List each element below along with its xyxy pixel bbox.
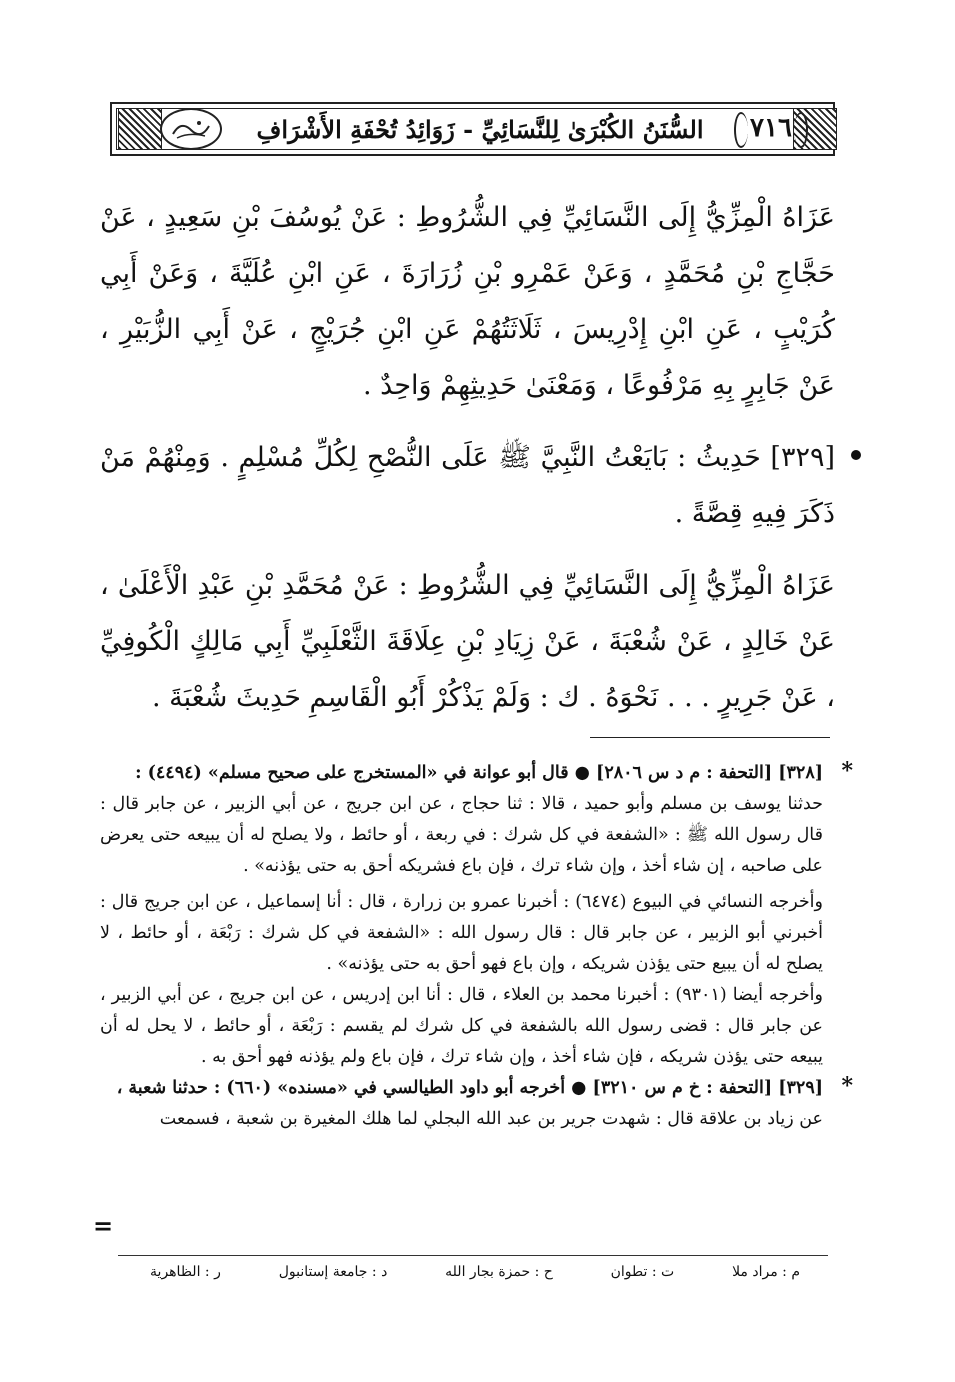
left-ornament [118,108,162,150]
footnote-329-head-row [100,1073,853,1104]
source-d: د : جامعة إستانبول [278,1264,388,1280]
attribution-paragraph-328: عَزَاهُ الْمِزِّيُّ إِلَى النَّسَائِيِّ فِي الشُّرُوطِ : عَنْ يُوسُفَ بْنِ سَعِيدٍ ، عَنْ حَجَّاجِ بْنِ مُحَمَّدٍ ، وَعَنْ عَمْرِو بْنِ زُرَارَةَ ، عَنِ ابْنِ عُلَيَّةَ ، وَعَنْ أَبِي كُرَيْبٍ ، عَنِ ابْنِ إِدْرِيسَ ، ثَلَاثَتُهُمْ عَنِ ابْنِ جُرَيْجٍ ، عَنْ أَبِي الزُّبَيْرِ ، عَنْ جَابِرٍ بِهِ مَرْفُوعًا ، وَمَعْنَىٰ حَدِيثِهِمْ وَاحِدٌ . [100,202,835,401]
footnote-329-head: [٣٢٩] [التحفة : خ م س ٣٢١٠] ● أخرجه أبو داود الطيالسي في «مسنده» (٦٦٠) : حدثنا شعبة ، [116,1078,823,1098]
footnote-329-body: عن زياد بن علاقة قال : شهدت جرير بن عبد الله البجلي لما هلك المغيرة بن شعبة ، فسمعت [159,1109,823,1129]
asterisk-icon: * [841,758,853,784]
main-text [100,190,835,726]
book-logo [160,108,222,150]
continuation-mark: = [93,1211,114,1240]
sources-separator [118,1255,828,1256]
calligraphy-logo-icon [169,116,213,142]
asterisk-icon: * [841,1073,853,1099]
running-header-title: السُّنَنُ الكُبْرَىٰ لِلنَّسَائِيِّ - زَوَائِدُ تُحْفَةِ الأَشْرَافِ [256,114,704,144]
source-t: ت : تطوان [610,1264,675,1280]
attribution-paragraph-329: عَزَاهُ الْمِزِّيُّ إِلَى النَّسَائِيِّ فِي الشُّرُوطِ : عَنْ مُحَمَّدِ بْنِ عَبْدِ الْأَعْلَىٰ ، عَنْ خَالِدٍ ، عَنْ شُعْبَةَ ، عَنْ زِيَادِ بْنِ عِلَاقَةَ الثَّعْلَبِيِّ أَبِي مَالِكٍ الْكُوفِيِّ ، عَنْ جَرِيرٍ . . . نَحْوَهُ . ك : وَلَمْ يَذْكُرْ أَبُو الْقَاسِمِ حَدِيثَ شُعْبَةَ . [100,570,835,713]
source-m: م : مراد ملا [732,1264,800,1280]
hadith-329-text: [٣٢٩] حَدِيثُ : بَايَعْتُ النَّبِيَّ ﷺ عَلَى النُّصْحِ لِكُلِّ مُسْلِمٍ . وَمِنْهُمْ مَنْ ذَكَرَ فِيهِ قِصَّةً . [100,442,835,529]
footnotes [100,758,853,1135]
source-h: ح : حمزة بجار الله [445,1264,553,1280]
footnote-328-head-row [100,758,853,789]
footnote-328-sub1: وأخرجه النسائي في البيوع (٦٤٧٤) : أخبرنا عمرو بن زرارة ، قال : أنا إسماعيل ، عن ابن جريج قال : أخبرني أبو الزبير ، عن جابر قال : قال رسول الله : «الشفعة في كل شرك : رَبْعَة ، أو حائط ، لا يصلح له أن يبيع حتى يؤذن شريكه ، وإن باع فهو أحق به حتى يؤذنه» . [100,892,823,974]
page-number: ٧١٦ [738,110,804,146]
source-r: ر : الظاهرية [150,1264,221,1280]
footnote-328-body: حدثنا يوسف بن مسلم وأبو حميد ، قالا : ثنا حجاج ، عن ابن جريج ، عن أبي الزبير ، عن جابر قال : قال رسول الله ﷺ : «الشفعة في كل شرك : في ربعة ، أو حائط ، ولا يصلح له أن يبيعه حتى يعرض على صاحبه ، إن شاء أخذ ، وإن شاء ترك ، فإن باع فشريكه أحق به حتى يؤذنه» . [100,794,823,876]
hadith-329 [100,430,835,542]
footnote-328-head: [٣٢٨] [التحفة : م د س ٢٨٠٦] ● قال أبو عوانة في «المستخرج على صحيح مسلم» (٤٤٩٤) : [135,763,823,783]
bullet-icon [851,450,861,460]
footnote-separator [590,737,830,738]
footnote-328-sub2: وأخرجه أيضا (٩٣٠١) : أخبرنا محمد بن العلاء ، قال : أنا ابن إدريس ، عن ابن جريج ، عن أبي الزبير ، عن جابر قال : قضى رسول الله بالشفعة في كل شرك لم يقسم : رَبْعَة ، أو حائط ، لا يحل له أن يبيعه حتى يؤذن شريكه ، فإن شاء أخذ ، وإن شاء ترك ، فإن باع ولم يؤذنه فهو أحق به . [100,985,823,1067]
manuscript-sources [120,1264,830,1288]
